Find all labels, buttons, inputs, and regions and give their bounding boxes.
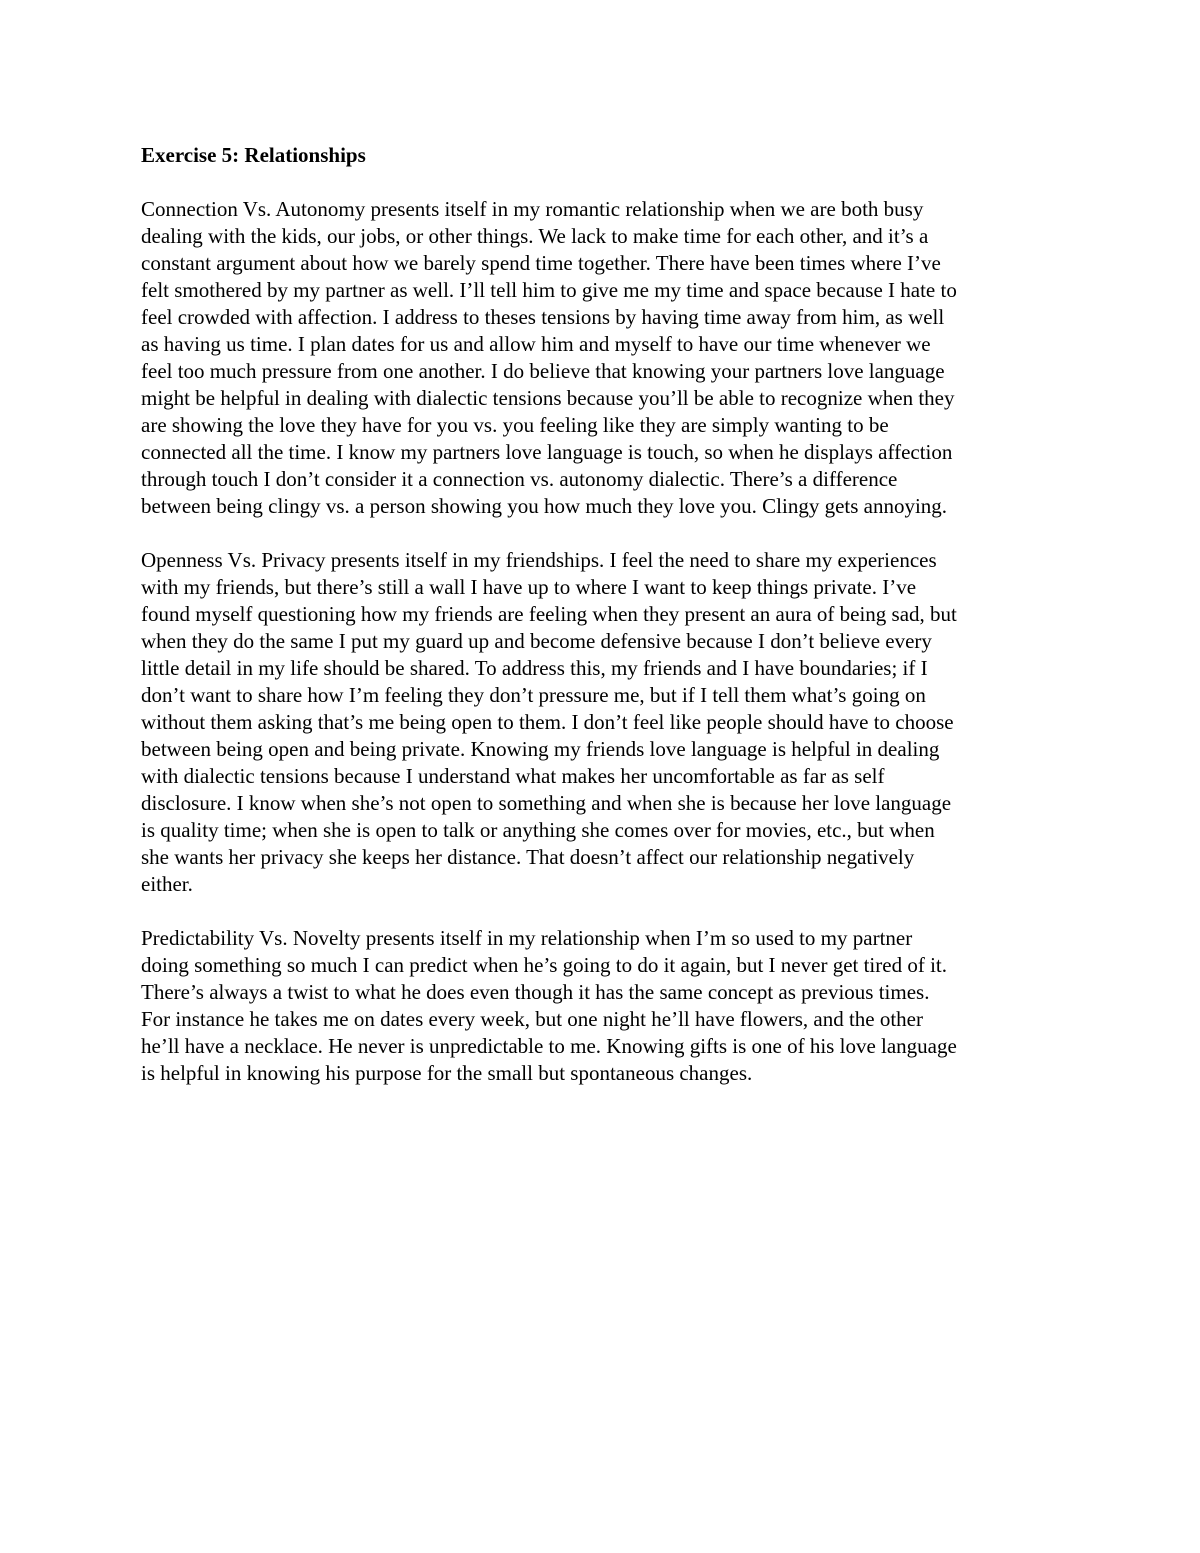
paragraph-line: felt smothered by my partner as well. I’ll tell him to give me my time and space because I hate to	[141, 278, 957, 302]
paragraph	[141, 925, 1063, 1087]
paragraph-line: is helpful in knowing his purpose for the small but spontaneous changes.	[141, 1061, 753, 1085]
paragraph-line: is quality time; when she is open to talk or anything she comes over for movies, etc., but when	[141, 818, 935, 842]
paragraph-line: without them asking that’s me being open to them. I don’t feel like people should have to choose	[141, 710, 954, 734]
document-body	[141, 142, 1063, 1114]
paragraph-line: she wants her privacy she keeps her distance. That doesn’t affect our relationship negatively	[141, 845, 915, 869]
paragraph-line: are showing the love they have for you vs. you feeling like they are simply wanting to be	[141, 413, 889, 437]
paragraph	[141, 547, 1063, 898]
paragraph-line: feel crowded with affection. I address to theses tensions by having time away from him, as well	[141, 305, 945, 329]
paragraph-line: disclosure. I know when she’s not open to something and when she is because her love language	[141, 791, 952, 815]
paragraph-line: Openness Vs. Privacy presents itself in my friendships. I feel the need to share my experiences	[141, 548, 937, 572]
paragraph-line: little detail in my life should be shared. To address this, my friends and I have boundaries; if I	[141, 656, 928, 680]
paragraph-line: feel too much pressure from one another. I do believe that knowing your partners love language	[141, 359, 945, 383]
paragraph-line: with my friends, but there’s still a wall I have up to where I want to keep things private. I’ve	[141, 575, 917, 599]
paragraph-line: he’ll have a necklace. He never is unpredictable to me. Knowing gifts is one of his love language	[141, 1034, 957, 1058]
paragraph-line: when they do the same I put my guard up and become defensive because I don’t believe every	[141, 629, 932, 653]
paragraph	[141, 196, 1063, 520]
paragraph-line: There’s always a twist to what he does even though it has the same concept as previous times.	[141, 980, 930, 1004]
paragraph-line: might be helpful in dealing with dialectic tensions because you’ll be able to recognize when they	[141, 386, 955, 410]
paragraph-line: through touch I don’t consider it a connection vs. autonomy dialectic. There’s a difference	[141, 467, 898, 491]
paragraph-line: either.	[141, 872, 193, 896]
paragraph-line: between being clingy vs. a person showing you how much they love you. Clingy gets annoying.	[141, 494, 948, 518]
paragraph-line: doing something so much I can predict when he’s going to do it again, but I never get tired of it.	[141, 953, 947, 977]
paragraph-line: with dialectic tensions because I understand what makes her uncomfortable as far as self	[141, 764, 885, 788]
paragraph-line: as having us time. I plan dates for us and allow him and myself to have our time whenever we	[141, 332, 931, 356]
paragraph-container	[141, 196, 1063, 1087]
paragraph-line: constant argument about how we barely spend time together. There have been times where I’ve	[141, 251, 941, 275]
paragraph-line: For instance he takes me on dates every week, but one night he’ll have flowers, and the other	[141, 1007, 923, 1031]
paragraph-line: between being open and being private. Knowing my friends love language is helpful in dealing	[141, 737, 940, 761]
paragraph-line: don’t want to share how I’m feeling they don’t pressure me, but if I tell them what’s going on	[141, 683, 926, 707]
paragraph-line: dealing with the kids, our jobs, or other things. We lack to make time for each other, and it’s a	[141, 224, 929, 248]
paragraph-line: found myself questioning how my friends are feeling when they present an aura of being sad, but	[141, 602, 957, 626]
document-title: Exercise 5: Relationships	[141, 143, 366, 167]
paragraph-line: Connection Vs. Autonomy presents itself in my romantic relationship when we are both busy	[141, 197, 924, 221]
paragraph-line: connected all the time. I know my partners love language is touch, so when he displays affection	[141, 440, 953, 464]
paragraph-line: Predictability Vs. Novelty presents itself in my relationship when I’m so used to my partner	[141, 926, 913, 950]
